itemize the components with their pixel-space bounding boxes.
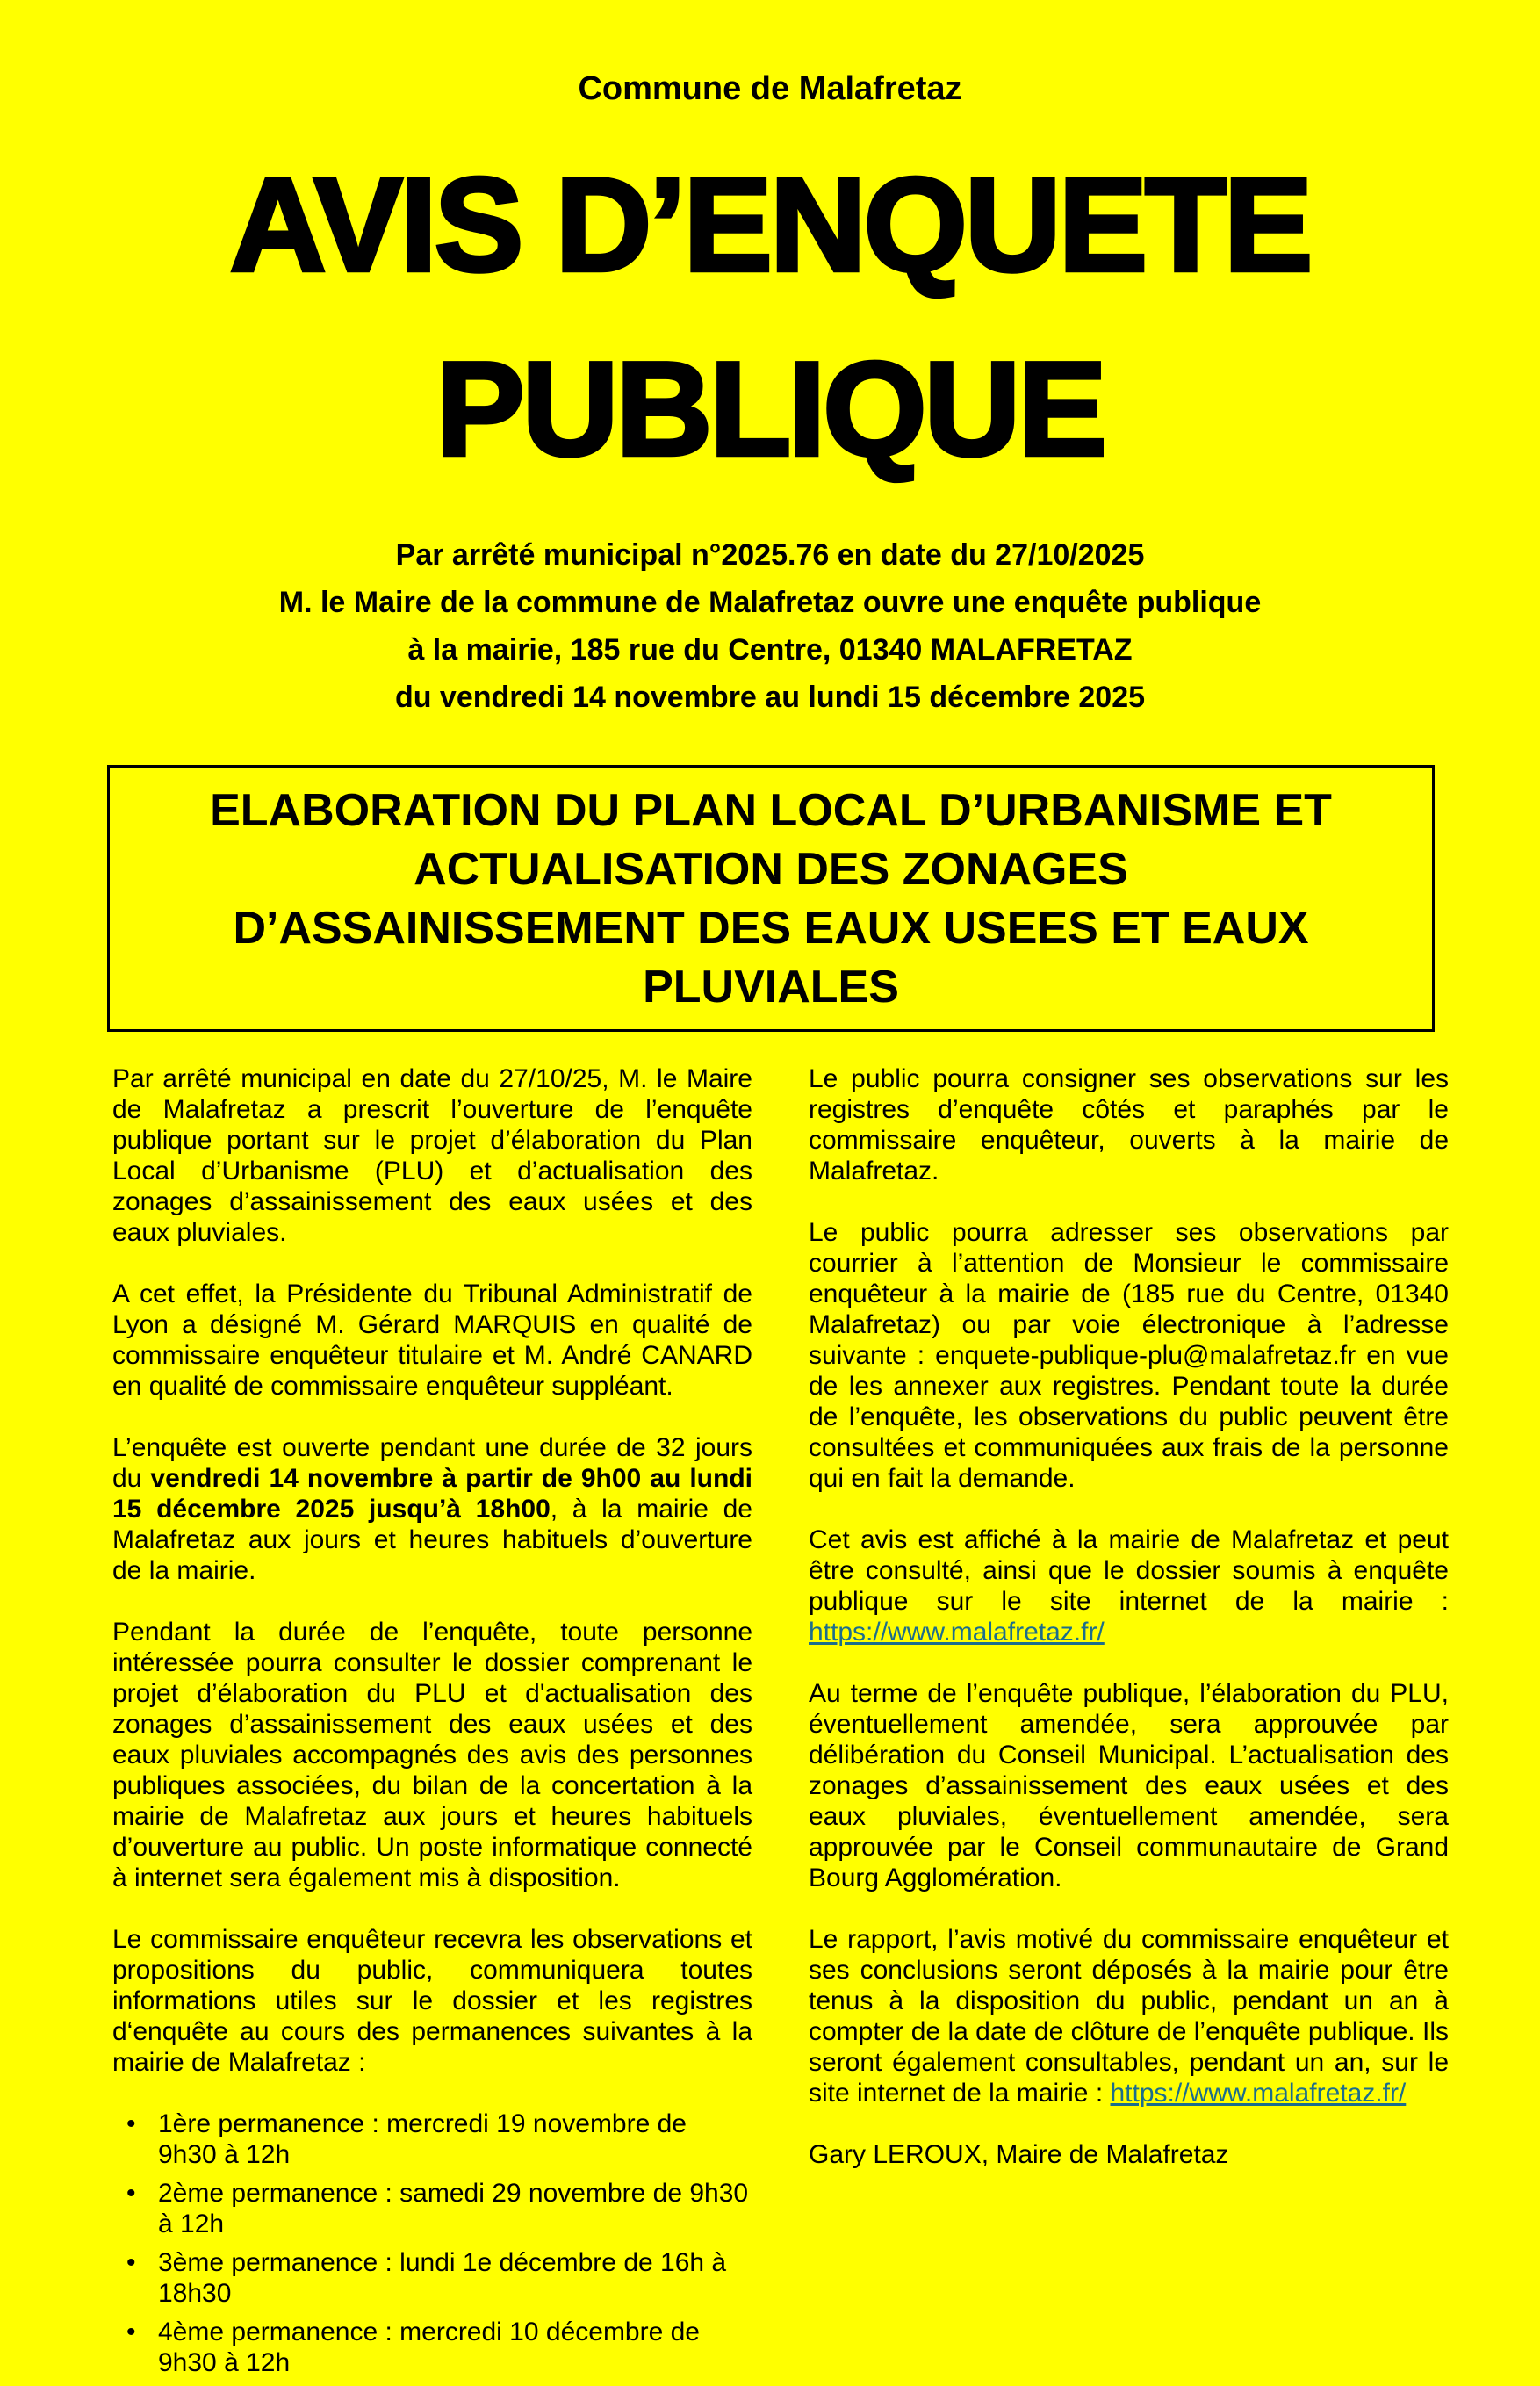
permanences-list [112, 2108, 752, 2378]
paragraph [112, 1617, 752, 1893]
signature-line [809, 2139, 1449, 2170]
left-column [112, 1063, 752, 2386]
text-run: Gary LEROUX, Maire de Malafretaz [809, 2140, 1229, 2169]
text-line: ELABORATION DU PLAN LOCAL D’URBANISME ET [210, 785, 1332, 836]
notice-title-line-2: PUBLIQUE [435, 335, 1105, 484]
paragraph [112, 1279, 752, 1402]
paragraph [809, 1525, 1449, 1647]
bold-run: vendredi 14 novembre à partir de 9h00 au lundi 15 décembre 2025 jusqu’à 18h00 [112, 1464, 752, 1524]
paragraph [112, 1432, 752, 1586]
text-run: A cet effet, la Présidente du Tribunal Administratif de Lyon a désigné M. Gérard MARQUIS en qualité de commissaire enquêteur titulaire et M. André CANARD en qualité de commissaire enquêteur suppléant. [112, 1280, 752, 1401]
paragraph [809, 1924, 1449, 2108]
permanence-item: • 1ère permanence : mercredi 19 novembre de 9h30 à 12h [112, 2108, 752, 2170]
paragraph [809, 1063, 1449, 1186]
text-run: Pendant la durée de l’enquête, toute personne intéressée pourra consulter le dossier comprenant le projet d’élaboration du PLU et d'actualisation des zonages d’assainissement des eaux usées et des eaux pluviales accompagnés des avis des personnes publiques associées, du bilan de la concertation à la mairie de Malafretaz aux jours et heures habituels d’ouverture au public. Un poste informatique connecté à internet sera également mis à disposition. [112, 1618, 752, 1892]
permanence-item: • 4ème permanence : mercredi 10 décembre de 9h30 à 12h [112, 2317, 752, 2378]
text-run: Le public pourra adresser ses observations par courrier à l’attention de Monsieur le commissaire enquêteur à la mairie de (185 rue du Centre, 01340 Malafretaz) ou par voie électronique à l’adresse suivante : enquete-publique-plu@malafretaz.fr en vue de les annexer aux registres. Pendant toute la durée de l’enquête, les observations du public peuvent être consultées et communiquées aux frais de la personne qui en fait la demande. [809, 1218, 1449, 1493]
text-run: Le rapport, l’avis motivé du commissaire enquêteur et ses conclusions seront déposés à la mairie pour être tenus à la disposition du public, pendant un an à compter de la date de clôture de l’enquête publique. Ils seront également consultables, pendant un an, sur le site internet de la mairie : [809, 1925, 1449, 2108]
notice-title-line-1: AVIS D’ENQUETE [229, 150, 1311, 299]
body-columns [112, 1063, 1449, 2386]
text-run: Par arrêté municipal en date du 27/10/25, M. le Maire de Malafretaz a prescrit l’ouverture de l’enquête publique portant sur le projet d’élaboration du Plan Local d’Urbanisme (PLU) et d’actualisation des zonages d’assainissement des eaux usées et des eaux pluviales. [112, 1064, 752, 1247]
paragraph [809, 1217, 1449, 1494]
text-run: Le commissaire enquêteur recevra les observations et propositions du public, communiquera toutes informations utiles sur le dossier et les registres d‘enquête au cours des permanences suivantes à la mairie de Malafretaz : [112, 1925, 752, 2077]
permanence-item: • 3ème permanence : lundi 1e décembre de 16h à 18h30 [112, 2247, 752, 2309]
paragraph [112, 1063, 752, 1248]
paragraph [112, 1924, 752, 2078]
decree-subtitle [0, 531, 1540, 721]
notice-title [0, 133, 1540, 501]
text-line: M. le Maire de la commune de Malafretaz ouvre une enquête publique [278, 586, 1262, 619]
text-run: , à la mairie de Malafretaz aux jours et heures habituels d’ouverture de la mairie. [112, 1495, 752, 1585]
text-run: Au terme de l’enquête publique, l’élaboration du PLU, éventuellement amendée, sera approuvée par délibération du Conseil Municipal. L’actualisation des zonages d’assainissement des eaux usées et des eaux pluviales, éventuellement amendée, sera approuvée par le Conseil communautaire de Grand Bourg Agglomération. [809, 1679, 1449, 1892]
text-run: Le public pourra consigner ses observations sur les registres d’enquête côtés et paraphés par le commissaire enquêteur, ouverts à la mairie de Malafretaz. [809, 1064, 1449, 1186]
text-line: Par arrêté municipal n°2025.76 en date du 27/10/2025 [395, 538, 1145, 572]
malafretaz-website-link[interactable]: https://www.malafretaz.fr/ [1110, 2079, 1407, 2108]
text-line: à la mairie, 185 rue du Centre, 01340 MALAFRETAZ [407, 633, 1133, 667]
text-line: D’ASSAINISSEMENT DES EAUX USEES ET EAUX [233, 903, 1309, 954]
text-line: du vendredi 14 novembre au lundi 15 décembre 2025 [394, 681, 1146, 714]
text-run: L’enquête est ouverte pendant une durée de 32 jours du [112, 1433, 752, 1493]
paragraph [809, 1678, 1449, 1893]
malafretaz-website-link[interactable]: https://www.malafretaz.fr/ [809, 1618, 1105, 1647]
right-column [809, 1063, 1449, 2386]
text-line: ACTUALISATION DES ZONAGES [414, 844, 1128, 895]
permanence-item: • 2ème permanence : samedi 29 novembre de 9h30 à 12h [112, 2178, 752, 2239]
project-title-box [107, 765, 1435, 1032]
text-line: PLUVIALES [643, 962, 899, 1013]
commune-name: Commune de Malafretaz [578, 70, 962, 107]
text-run: Cet avis est affiché à la mairie de Malafretaz et peut être consulté, ainsi que le dossier soumis à enquête publique sur le site internet de la mairie : [809, 1525, 1449, 1616]
